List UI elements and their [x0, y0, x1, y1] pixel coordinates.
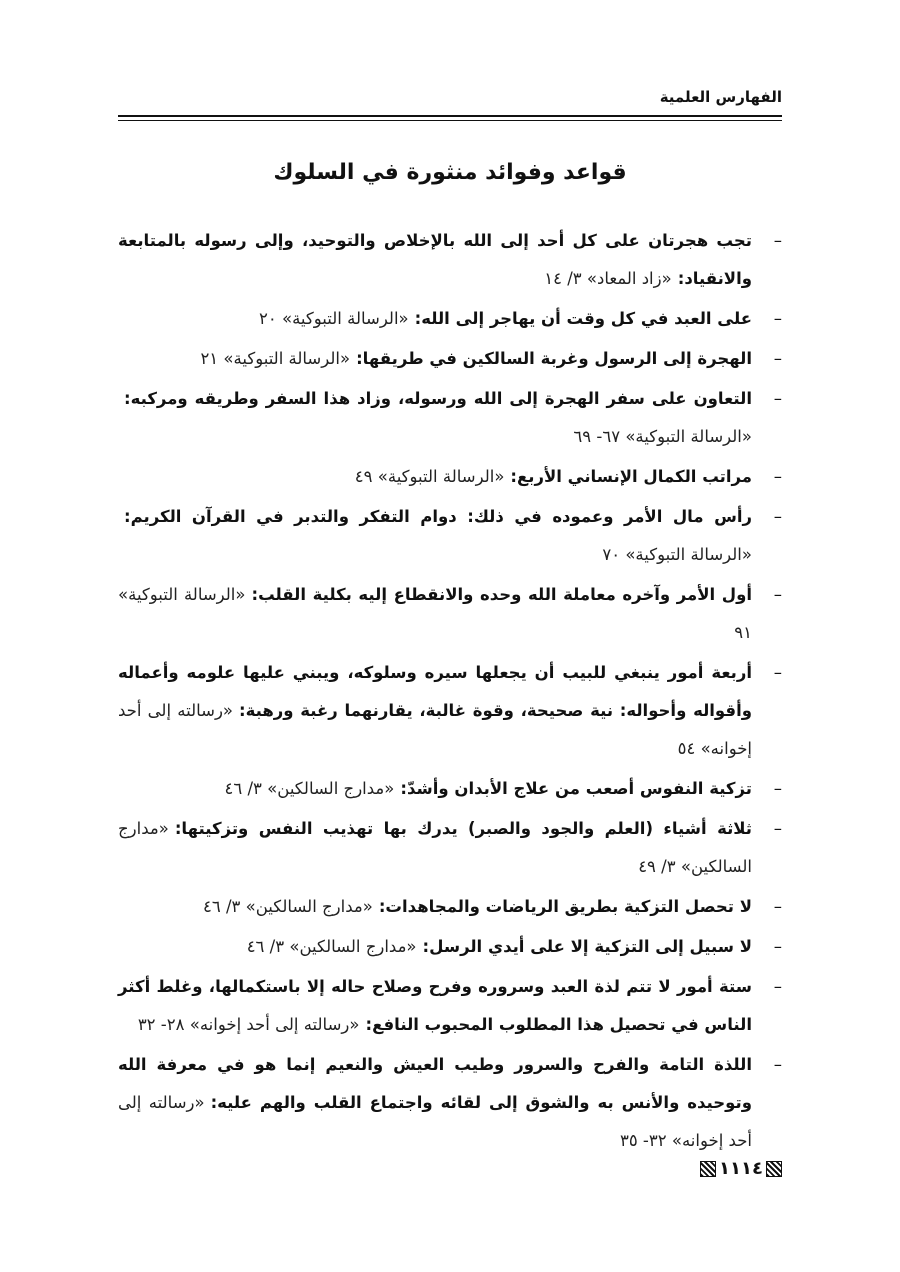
list-item [118, 458, 782, 496]
header-rule-thick [118, 115, 782, 117]
page-number: ١١١٤ [719, 1158, 763, 1179]
list-item [118, 340, 782, 378]
dash-bullet: – [773, 937, 782, 956]
dash-bullet: – [773, 897, 782, 916]
header-rule-thin [118, 120, 782, 121]
list-item [118, 300, 782, 338]
entry-reference: «الرسالة التبوكية» ٩١ [118, 585, 752, 642]
entry-reference: «مدارج السالكين» ٣/ ٤٩ [118, 819, 752, 876]
list-item [118, 498, 782, 574]
entry-text: لا سبيل إلى التزكية إلا على أيدي الرسل: [422, 937, 752, 956]
entry-reference: «الرسالة التبوكية» ٦٧- ٦٩ [573, 427, 752, 446]
list-item [118, 888, 782, 926]
entry-text: أربعة أمور ينبغي للبيب أن يجعلها سيره وسلوكه، ويبني عليها علومه وأعماله وأقواله وأحواله: نية صحيحة، وقوة غالبة، يقارنهما رغبة ورهبة: [118, 663, 752, 720]
dash-bullet: – [773, 1055, 782, 1074]
dash-bullet: – [773, 467, 782, 486]
list-item [118, 968, 782, 1044]
dash-bullet: – [773, 309, 782, 328]
entry-reference: «زاد المعاد» ٣/ ١٤ [544, 269, 672, 288]
dash-bullet: – [773, 663, 782, 682]
dash-bullet: – [773, 389, 782, 408]
entry-reference: «مدارج السالكين» ٣/ ٤٦ [224, 779, 395, 798]
dash-bullet: – [773, 585, 782, 604]
list-item [118, 576, 782, 652]
entry-reference: «مدارج السالكين» ٣/ ٤٦ [202, 897, 373, 916]
entry-text: لا تحصل التزكية بطريق الرياضات والمجاهدات: [378, 897, 752, 916]
dash-bullet: – [773, 231, 782, 250]
entry-text: ستة أمور لا تتم لذة العبد وسروره وفرح وصلاح حاله إلا باستكمالها، وغلط أكثر الناس في تحصيل هذا المطلوب المحبوب النافع: [118, 977, 752, 1034]
section-title: قواعد وفوائد منثورة في السلوك [273, 160, 627, 185]
page-number-block [700, 1158, 782, 1179]
entry-reference: «رسالته إلى أحد إخوانه» ٢٨- ٣٢ [137, 1015, 360, 1034]
dash-bullet: – [773, 819, 782, 838]
entry-text: تزكية النفوس أصعب من علاج الأبدان وأشدّ: [400, 779, 752, 798]
entry-text: اللذة التامة والفرح والسرور وطيب العيش والنعيم إنما هو في معرفة الله وتوحيده والأنس به والشوق إلى لقائه واجتماع القلب والهم عليه: [118, 1055, 752, 1112]
entry-text: أول الأمر وآخره معاملة الله وحده والانقطاع إليه بكلية القلب: [251, 585, 752, 604]
dash-bullet: – [773, 977, 782, 996]
entry-reference: «رسالته إلى أحد إخوانه» ٥٤ [118, 701, 752, 758]
list-item [118, 928, 782, 966]
dash-bullet: – [773, 507, 782, 526]
entries-list [118, 222, 782, 1162]
list-item [118, 770, 782, 808]
entry-reference: «رسالته إلى أحد إخوانه» ٣٢- ٣٥ [118, 1093, 752, 1150]
ornament-icon [700, 1161, 716, 1177]
entry-reference: «الرسالة التبوكية» ٢٠ [259, 309, 409, 328]
entry-reference: «الرسالة التبوكية» ٢١ [200, 349, 351, 368]
entry-text: تجب هجرتان على كل أحد إلى الله بالإخلاص والتوحيد، وإلى رسوله بالمتابعة والانقياد: [118, 231, 752, 288]
entry-text: مراتب الكمال الإنساني الأربع: [510, 467, 752, 486]
entry-text: رأس مال الأمر وعموده في ذلك: دوام التفكر والتدبر في القرآن الكريم: [124, 507, 752, 526]
list-item [118, 1046, 782, 1160]
entry-text: ثلاثة أشياء (العلم والجود والصبر) يدرك بها تهذيب النفس وتزكيتها: [174, 819, 752, 838]
dash-bullet: – [773, 779, 782, 798]
list-item [118, 380, 782, 456]
entry-text: الهجرة إلى الرسول وغربة السالكين في طريقها: [356, 349, 752, 368]
list-item [118, 222, 782, 298]
list-item [118, 654, 782, 768]
entry-reference: «الرسالة التبوكية» ٧٠ [602, 545, 752, 564]
ornament-icon [766, 1161, 782, 1177]
entry-reference: «مدارج السالكين» ٣/ ٤٦ [246, 937, 417, 956]
entry-text: على العبد في كل وقت أن يهاجر إلى الله: [414, 309, 752, 328]
entry-text: التعاون على سفر الهجرة إلى الله ورسوله، وزاد هذا السفر وطريقه ومركبه: [124, 389, 752, 408]
dash-bullet: – [773, 349, 782, 368]
entry-reference: «الرسالة التبوكية» ٤٩ [354, 467, 505, 486]
list-item [118, 810, 782, 886]
running-header: الفهارس العلمية [659, 88, 782, 106]
